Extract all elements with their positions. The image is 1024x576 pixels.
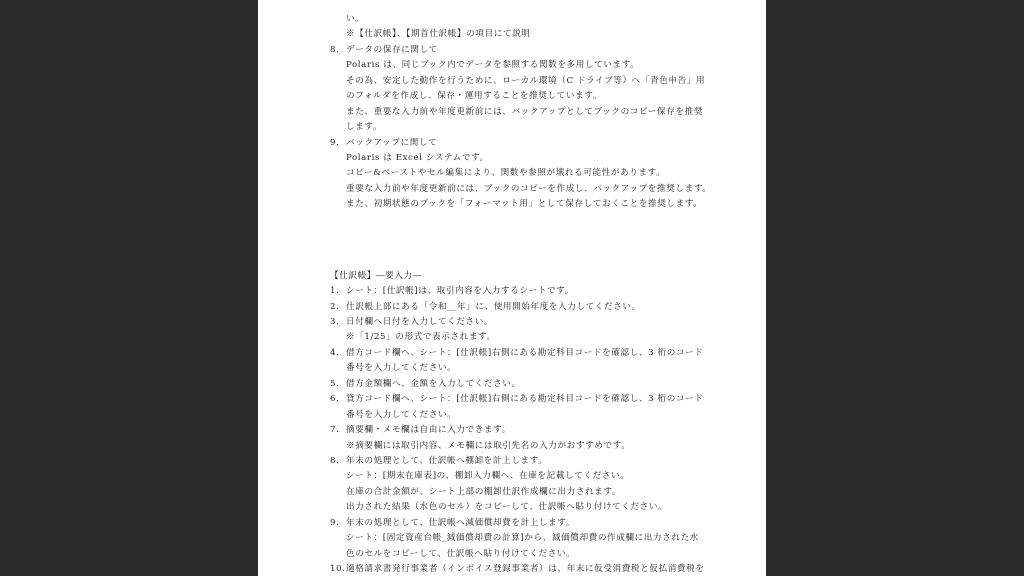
list-item bbox=[330, 136, 760, 151]
list-item-continuation: シート：[固定資産台帳_減価償却費の計算]から、減価償却費の作成欄に出力された水 bbox=[346, 533, 699, 544]
list-item-continuation: Polaris は、同じブック内でデータを参照する関数を多用しています。 bbox=[346, 60, 640, 71]
list-item-continuation: シート：[期末在庫表]の、棚卸入力欄へ、在庫を記載してください。 bbox=[346, 471, 630, 482]
list-item-text: 貸方コード欄へ、シート：[仕訳帳]右側にある勘定科目コードを確認し、3 桁のコード bbox=[346, 394, 704, 405]
list-item-number: 6. bbox=[330, 394, 340, 405]
list-item-text: 借方金額欄へ、金額を入力してください。 bbox=[346, 378, 521, 389]
list-item-text: 年末の処理として、仕訳帳へ減価償却費を計上します。 bbox=[346, 517, 575, 528]
list-item bbox=[330, 43, 760, 58]
list-item-number: 2. bbox=[330, 301, 340, 312]
list-item-text: 摘要欄・メモ欄は自由に入力できます。 bbox=[346, 425, 511, 436]
list-item-text: データの保存に関して bbox=[346, 44, 438, 55]
list-item-number: 8. bbox=[330, 455, 340, 466]
list-item-number: 4. bbox=[330, 347, 340, 358]
list-item bbox=[330, 516, 760, 531]
document-page bbox=[258, 0, 766, 576]
list-item bbox=[330, 300, 760, 315]
section-heading: 【仕訳帳】―要入力― bbox=[330, 270, 422, 281]
list-item-continuation: また、重要な入力前や年度更新前には、バックアップとしてブックのコピー保存を推奨 bbox=[346, 106, 704, 117]
list-item-continuation: ※摘要欄には取引内容、メモ欄には取引先名の入力がおすすめです。 bbox=[346, 440, 631, 451]
list-item-number: 7. bbox=[330, 425, 340, 436]
list-item-number: 10. bbox=[330, 564, 346, 574]
section-top bbox=[330, 12, 760, 213]
list-item-continuation: その為、安定した動作を行うために、ローカル環境（C ドライブ等）へ「青色申告」用 bbox=[346, 75, 706, 86]
list-item-continuation: ※【仕訳帳】、【期首仕訳帳】の項目にて説明 bbox=[346, 29, 531, 40]
list-item-text: 借方コード欄へ、シート：[仕訳帳]右側にある勘定科目コードを確認し、3 桁のコード bbox=[346, 347, 704, 358]
list-item-text: 年末の処理として、仕訳帳へ棚卸を計上します。 bbox=[346, 455, 548, 466]
list-item-continuation: 在庫の合計金額が、シート上部の棚卸仕訳作成欄に出力されます。 bbox=[346, 486, 622, 497]
section-bottom bbox=[330, 284, 760, 576]
list-item-number: 5. bbox=[330, 378, 340, 389]
list-item-number: 3. bbox=[330, 317, 340, 327]
list-item-text: シート：[仕訳帳]は、取引内容を入力するシートです。 bbox=[346, 286, 574, 297]
list-item-text: 適格請求書発行事業者（インボイス登録事業者）は、年末に仮受消費税と仮払消費税を bbox=[346, 564, 705, 574]
list-item-text: 日付欄へ日付を入力してください。 bbox=[346, 317, 494, 327]
list-item bbox=[330, 284, 760, 299]
list-item-number: 8. bbox=[330, 44, 340, 55]
list-item bbox=[330, 454, 760, 469]
list-item bbox=[330, 315, 760, 330]
list-item-continuation: Polaris は Excel システムです。 bbox=[346, 152, 489, 163]
section-gap bbox=[330, 213, 760, 269]
list-item bbox=[330, 562, 760, 576]
list-item-text: 仕訳帳上部にある「令和__年」に、使用開始年度を入力してください。 bbox=[346, 301, 641, 312]
list-item-continuation: コピー&ペーストやセル編集により、関数や参照が壊れる可能性があります。 bbox=[346, 168, 666, 179]
list-item-continuation: 色のセルをコピーして、仕訳帳へ貼り付けてください。 bbox=[346, 548, 576, 559]
list-item-continuation: のフォルダを作成し、保存・運用することを推奨しています。 bbox=[346, 91, 602, 102]
list-item-continuation: します。 bbox=[346, 122, 383, 133]
list-item bbox=[330, 346, 760, 361]
list-item-number: 9. bbox=[330, 517, 340, 528]
list-item bbox=[330, 423, 760, 438]
page-content bbox=[330, 12, 760, 576]
list-item-continuation: 番号を入力してください。 bbox=[346, 363, 457, 374]
list-item-continuation: 出力された結果（水色のセル）をコピーして、仕訳帳へ貼り付けてください。 bbox=[346, 502, 668, 513]
list-item bbox=[330, 377, 760, 392]
list-item-continuation: 重要な入力前や年度更新前には、ブックのコピーを作成し、バックアップを推奨します。 bbox=[346, 183, 712, 194]
list-item-number: 1. bbox=[330, 286, 340, 297]
list-item-continuation: 番号を入力してください。 bbox=[346, 409, 457, 420]
list-item-continuation: ※「1/25」の形式で表示されます。 bbox=[346, 332, 496, 343]
list-item-number: 9. bbox=[330, 137, 340, 148]
list-item bbox=[330, 392, 760, 407]
list-item-continuation: また、初期状態のブックを「フォーマット用」として保存しておくことを推奨します。 bbox=[346, 199, 703, 210]
list-item-continuation: い。 bbox=[346, 14, 365, 24]
list-item-text: バックアップに関して bbox=[346, 137, 438, 148]
